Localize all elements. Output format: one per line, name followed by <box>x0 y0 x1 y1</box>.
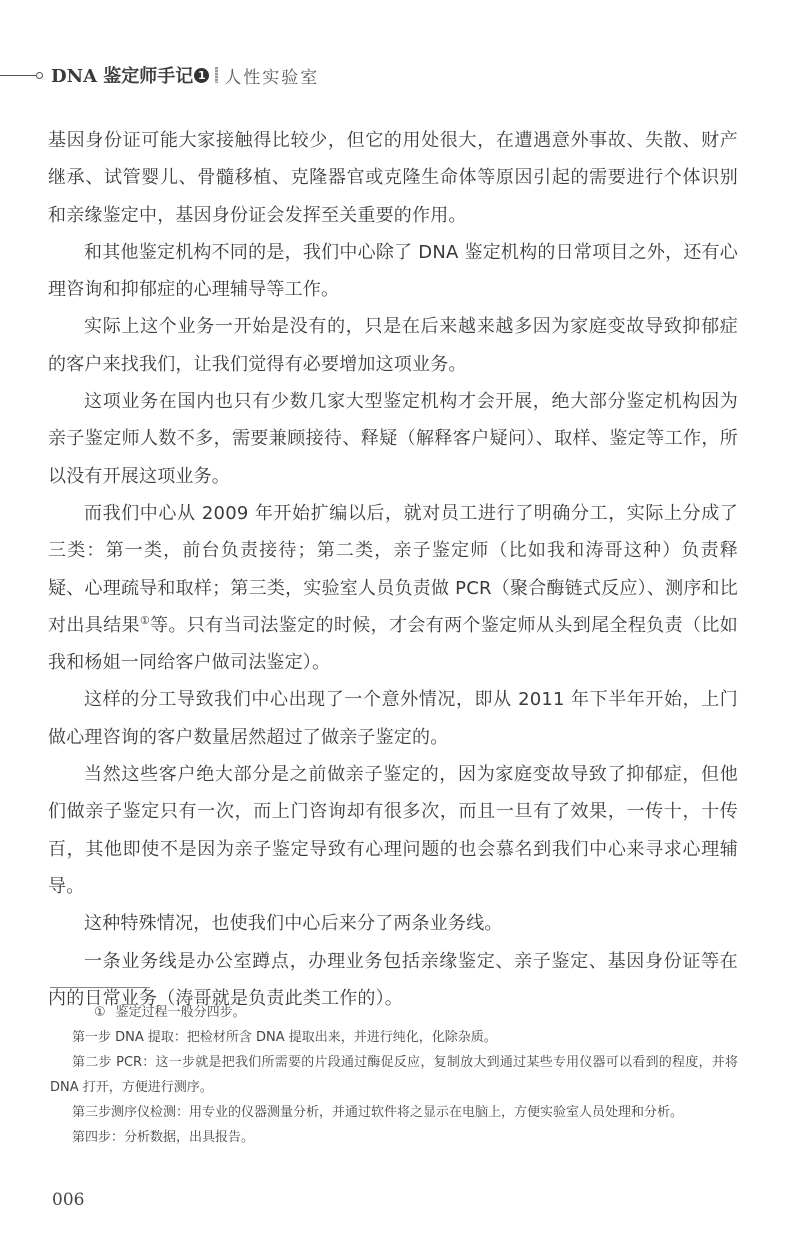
book-subtitle: 人性实验室 <box>224 67 320 88</box>
footnote-divider <box>50 987 150 988</box>
paragraph: 基因身份证可能大家接触得比较少，但它的用处很大，在遭遇意外事故、失散、财产继承、试管婴儿、骨髓移植、克隆器官或克隆生命体等原因引起的需要进行个体识别和亲缘鉴定中，基因身份证会发挥至关重要的作用。 <box>48 130 738 226</box>
footnote-item: 第四步：分析数据，出具报告。 <box>72 1130 255 1145</box>
paragraph: 这样的分工导致我们中心出现了一个意外情况，即从 2011 年下半年开始，上门做心理咨询的客户数量居然超过了做亲子鉴定的。 <box>48 689 738 748</box>
book-title: DNA 鉴定师手记 <box>51 66 194 87</box>
footnote-item: 第二步 PCR：这一步就是把我们所需要的片段通过酶促反应，复制放大到通过某些专用仪器可以看到的程度，并将 DNA 打开，方便进行测序。 <box>50 1055 738 1095</box>
footnote-item: 第一步 DNA 提取：把检材所含 DNA 提取出来，并进行纯化，化除杂质。 <box>72 1030 497 1045</box>
header-rule <box>0 75 36 76</box>
paragraph: 这项业务在国内也只有少数几家大型鉴定机构才会开展，绝大部分鉴定机构因为亲子鉴定师人数不多，需要兼顾接待、释疑（解释客户疑问）、取样、鉴定等工作，所以没有开展这项业务。 <box>48 391 738 487</box>
footnote-item <box>50 1000 738 1025</box>
header-separator <box>215 67 218 83</box>
paragraph: 和其他鉴定机构不同的是，我们中心除了 DNA 鉴定机构的日常项目之外，还有心理咨询和抑郁症的心理辅导等工作。 <box>48 241 738 301</box>
header-circle-ornament <box>36 72 43 79</box>
paragraph: 实际上这个业务一开始是没有的，只是在后来越来越多因为家庭变故导致抑郁症的客户来找我们，让我们觉得有必要增加这项业务。 <box>48 316 738 375</box>
paragraph <box>48 495 738 681</box>
paragraph: 这种特殊情况，也使我们中心后来分了两条业务线。 <box>84 913 503 935</box>
paragraph-text: 等。只有当司法鉴定的时候，才会有两个鉴定师从头到尾全程负责（比如我和杨姐一同给客户做司法鉴定）。 <box>48 614 739 674</box>
paragraph: 一条业务线是办公室蹲点，办理业务包括亲缘鉴定、亲子鉴定、基因身份证等在内的日常业务（涛哥就是负责此类工作的）。 <box>48 950 738 1009</box>
footnote-item: 第三步测序仪检测：用专业的仪器测量分析，并通过软件将之显示在电脑上，方便实验室人员处理和分析。 <box>72 1105 684 1120</box>
volume-number-badge: 1 <box>194 68 209 83</box>
paragraph: 当然这些客户绝大部分是之前做亲子鉴定的，因为家庭变故导致了抑郁症，但他们做亲子鉴定只有一次，而上门咨询却有很多次，而且一旦有了效果，一传十，十传百，其他即使不是因为亲子鉴定导致有心理问题的也会慕名到我们中心来寻求心理辅导。 <box>48 764 738 897</box>
body-text <box>48 122 738 1017</box>
page-number: 006 <box>52 1190 85 1210</box>
footnotes <box>50 1000 738 1150</box>
footnote-reference[interactable]: ① <box>139 613 151 627</box>
running-header <box>0 62 319 88</box>
paragraph-text: 而我们中心从 2009 年开始扩编以后，就对员工进行了明确分工，实际上分成了三类：第一类，前台负责接待；第二类，亲子鉴定师（比如我和涛哥这种）负责释疑、心理疏导和取样；第三类，实验室人员负责做 PCR（聚合酶链式反应）、测序和比对出具结果 <box>48 502 738 636</box>
footnote-mark: ① <box>94 1005 106 1020</box>
footnote-text: 鉴定过程一般分四步。 <box>115 1005 246 1020</box>
